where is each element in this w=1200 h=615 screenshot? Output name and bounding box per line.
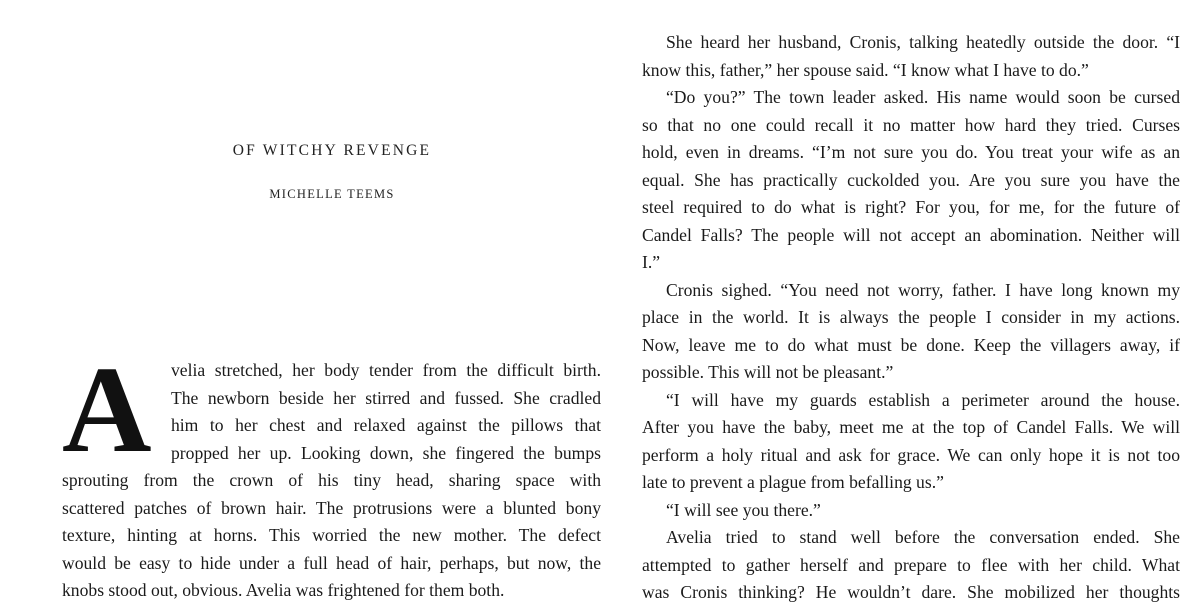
text-line: “I will have my guards establish a perimeter around the house. bbox=[666, 389, 1180, 410]
text-line: “Do you?” The town leader asked. His name would soon be cursed bbox=[666, 87, 1180, 107]
text-line: Cronis sighed. “You need not worry, father. I have long known my bbox=[666, 279, 1180, 300]
text-line: Now, leave me to do what must be done. Keep the villagers away, if bbox=[642, 334, 1180, 355]
text-line: I.” bbox=[642, 252, 661, 272]
text-line: “I will see you there.” bbox=[666, 499, 821, 520]
text-line: knobs stood out, obvious. Avelia was frightened for them both. bbox=[62, 580, 505, 600]
text-line: him to her chest and relaxed against the pillows that bbox=[171, 415, 601, 435]
book-title: OF WITCHY REVENGE bbox=[232, 142, 432, 159]
body-text bbox=[642, 29, 1180, 607]
opening-paragraph bbox=[62, 357, 601, 605]
drop-cap: A bbox=[62, 341, 152, 478]
text-line: perform a holy ritual and ask for grace. We can only hope it is not too bbox=[642, 444, 1180, 465]
text-line: scattered patches of brown hair. The protrusions were a blunted bony bbox=[62, 497, 601, 518]
text-line: She heard her husband, Cronis, talking heatedly outside the door. “I bbox=[666, 32, 1180, 52]
text-line: late to prevent a plague from befalling us.” bbox=[642, 472, 944, 492]
text-line: hold, even in dreams. “I’m not sure you do. You treat your wife as an bbox=[642, 142, 1180, 162]
text-line: The newborn beside her stirred and fussed. She cradled bbox=[171, 387, 601, 408]
text-line: sprouting from the crown of his tiny head, sharing space with bbox=[62, 470, 601, 490]
text-line: texture, hinting at horns. This worried the new mother. The defect bbox=[62, 525, 601, 545]
text-line: attempted to gather herself and prepare to flee with her child. What bbox=[642, 554, 1180, 575]
text-line: steel required to do what is right? For you, for me, for the future of bbox=[642, 197, 1180, 217]
text-line: equal. She has practically cuckolded you. Are you sure you have the bbox=[642, 169, 1180, 190]
right-page bbox=[620, 0, 1200, 615]
text-line: place in the world. It is always the people I consider in my actions. bbox=[642, 307, 1180, 327]
text-line: velia stretched, her body tender from the difficult birth. bbox=[171, 360, 601, 380]
text-line: was Cronis thinking? He wouldn’t dare. She mobilized her thoughts bbox=[642, 582, 1180, 602]
text-line: so that no one could recall it no matter how hard they tried. Curses bbox=[642, 114, 1180, 135]
text-line: Candel Falls? The people will not accept an abomination. Neither will bbox=[642, 224, 1180, 245]
book-author: MICHELLE TEEMS bbox=[269, 187, 395, 201]
text-line: Avelia tried to stand well before the conversation ended. She bbox=[666, 527, 1180, 547]
text-line: propped her up. Looking down, she fingered the bumps bbox=[171, 442, 601, 463]
text-line: After you have the baby, meet me at the top of Candel Falls. We will bbox=[642, 417, 1180, 437]
text-line: know this, father,” her spouse said. “I know what I have to do.” bbox=[642, 59, 1089, 80]
text-line: would be easy to hide under a full head of hair, perhaps, but now, the bbox=[62, 552, 601, 573]
text-line: possible. This will not be pleasant.” bbox=[642, 362, 894, 382]
